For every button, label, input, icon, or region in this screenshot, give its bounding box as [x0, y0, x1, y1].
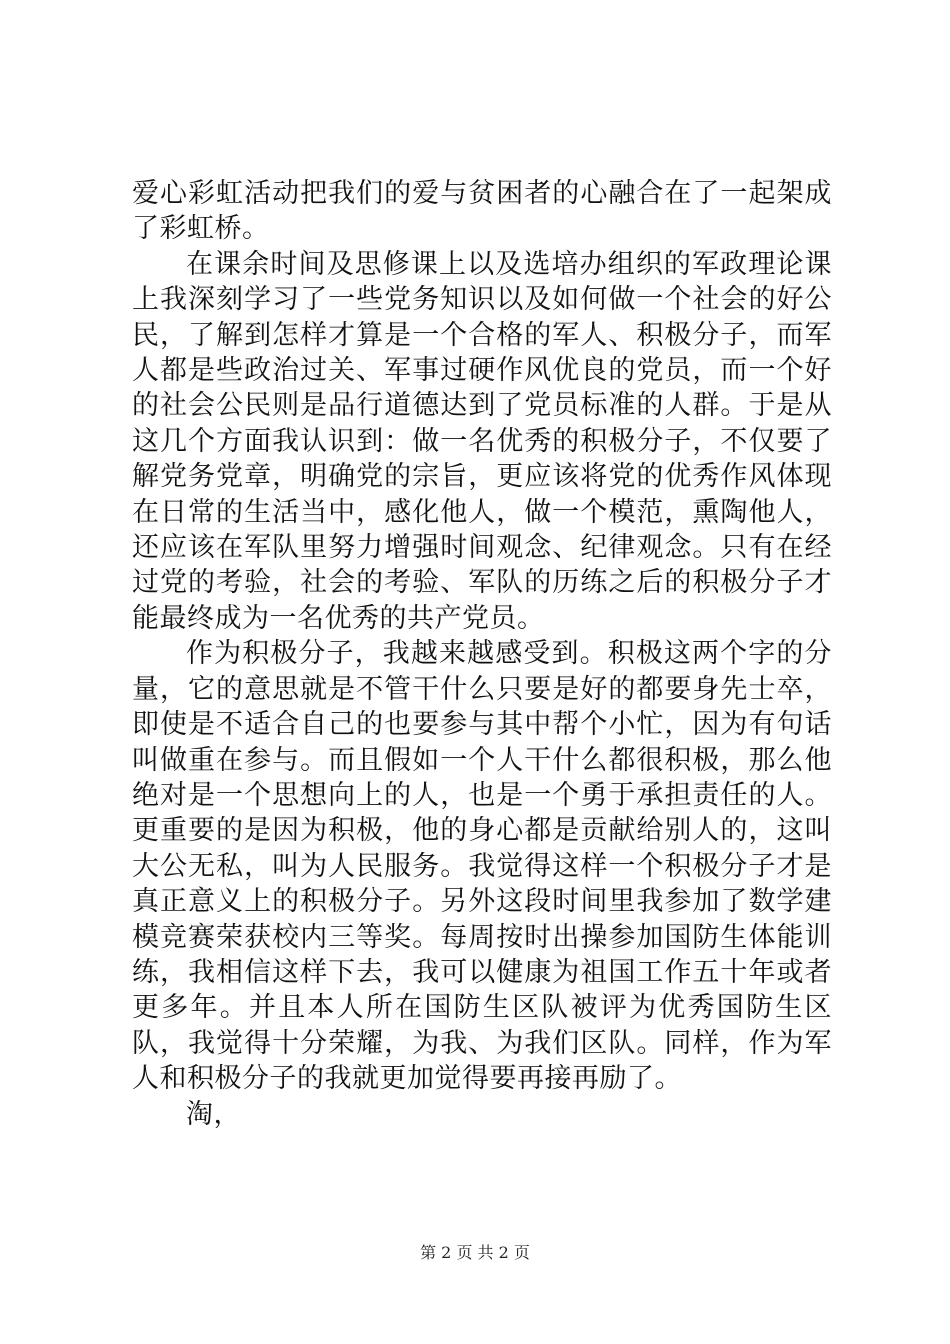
- page-footer: 第 2 页 共 2 页: [420, 1243, 530, 1262]
- paragraph-2: 在课余时间及思修课上以及选培办组织的军政理论课上我深刻学习了一些党务知识以及如何做一个社会的好公民，了解到怎样才算是一个合格的军人、积极分子，而军人都是些政治过关、军事过硬作风优良的党员，而一个好的社会公民则是品行道德达到了党员标准的人群。于是从这几个方面我认识到：做一名优秀的积极分子，不仅要了解党务党章，明确党的宗旨，更应该将党的优秀作风体现在日常的生活当中，感化他人，做一个模范，熏陶他人，还应该在军队里努力增强时间观念、纪律观念。只有在经过党的考验，社会的考验、军队的历练之后的积极分子才能最终成为一名优秀的共产党员。: [132, 248, 832, 634]
- paragraph-1: 爱心彩虹活动把我们的爱与贫困者的心融合在了一起架成了彩虹桥。: [132, 178, 832, 245]
- paragraph-3: 作为积极分子，我越来越感受到。积极这两个字的分量，它的意思就是不管干什么只要是好的都要身先士卒，即使是不适合自己的也要参与其中帮个小忙，因为有句话叫做重在参与。而且假如一个人干什么都很积极，那么他绝对是一个思想向上的人，也是一个勇于承担责任的人。更重要的是因为积极，他的身心都是贡献给别人的，这叫大公无私，叫为人民服务。我觉得这样一个积极分子才是真正意义上的积极分子。另外这段时间里我参加了数学建模竞赛荣获校内三等奖。每周按时出操参加国防生体能训练，我相信这样下去，我可以健康为祖国工作五十年或者更多年。并且本人所在国防生区队被评为优秀国防生区队，我觉得十分荣耀，为我、为我们区队。同样，作为军人和积极分子的我就更加觉得要再接再励了。: [132, 638, 832, 1095]
- document-body: [132, 176, 832, 1132]
- paragraph-4: 淘，: [186, 1098, 241, 1130]
